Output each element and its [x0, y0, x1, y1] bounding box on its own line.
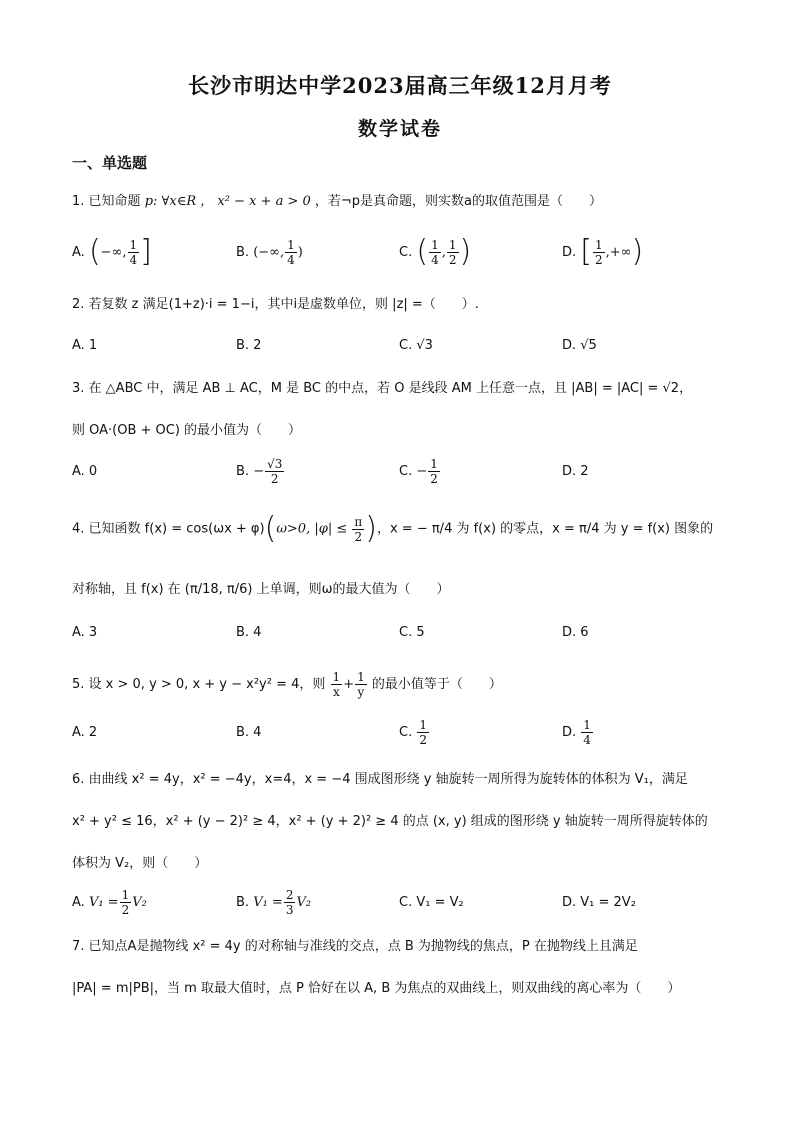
question-3-line-1: 3. 在 △ABC 中，满足 AB ⊥ AC，M 是 BC 的中点，若 O 是线段 AM 上任意一点，且 |AB| = |AC| = √2， [72, 381, 693, 396]
question-3-options [72, 451, 752, 491]
question-2-stem: 2. 若复数 z 满足(1+z)·i = 1−i，其中i是虚数单位，则 |z| =（ ）. [72, 297, 479, 312]
option-b: B. 4 [236, 724, 262, 740]
option-a: A. ( −∞, $\frac{1}{4}$ ] [72, 234, 152, 269]
question-4-line-1: 4. 已知函数 f(x) = cos(ωx + φ)(ω>0, |φ| ≤ $\frac{\pi}{2}$ )，x = − π/4 为 f(x) 的零点，x = π/4 为 y = f(x) 图象的 [72, 511, 714, 546]
question-6-line-2: x² + y² ≤ 16，x² + (y − 2)² ≥ 4，x² + (y + 2)² ≥ 4 的点 (x, y) 组成的图形绕 y 轴旋转一周所得旋转体的 [72, 814, 708, 829]
option-c: C. $\frac{1}{2}$ [399, 717, 427, 747]
option-a: A. 3 [72, 624, 98, 640]
option-a: A. 0 [72, 463, 98, 479]
option-c: C. √3 [399, 337, 433, 353]
option-a: A. 1 [72, 337, 98, 353]
option-c: C. − $\frac{1}{2}$ [399, 456, 438, 486]
option-c: C. ( $\frac{1}{4}$ , $\frac{1}{2}$ ) [399, 234, 472, 269]
option-d: D. [ $\frac{1}{2}$ ,+∞ ) [562, 234, 644, 269]
option-b: B. (−∞, $\frac{1}{4}$ ) [236, 237, 303, 267]
question-1-stem: 1. 已知命题 p: ∀x∈R ， x² − x + a > 0 ，若¬p是真命题，则实数a的取值范围是（ ） [72, 194, 603, 209]
question-6-line-1: 6. 由曲线 x² = 4y，x² = −4y，x=4，x = −4 围成图形绕 y 轴旋转一周所得为旋转体的体积为 V₁，满足 [72, 772, 688, 787]
option-c: C. V₁ = V₂ [399, 894, 464, 910]
question-5-stem: 5. 设 x > 0, y > 0, x + y − x²y² = 4，则 $\frac{1}{x}$ + $\frac{1}{y}$ 的最小值等于（ ） [72, 670, 502, 699]
question-7-line-2: |PA| = m|PB|，当 m 取最大值时，点 P 恰好在以 A, B 为焦点的双曲线上，则双曲线的离心率为（ ） [72, 981, 681, 996]
option-b: B. V₁ = $\frac{2}{3}$ V₂ [236, 887, 312, 917]
option-c: C. 5 [399, 624, 425, 640]
question-4-options [72, 612, 752, 652]
option-b: B. − $\frac{√3}{2}$ [236, 456, 283, 486]
question-6-line-3: 体积为 V₂，则（ ） [72, 856, 208, 871]
option-d: D. $\frac{1}{4}$ [562, 717, 591, 747]
question-1-options [72, 232, 752, 272]
page-subtitle: 数学试卷 [357, 118, 442, 140]
page-title: 长沙市明达中学2023届高三年级12月月考 [188, 73, 612, 98]
question-5-options [72, 712, 752, 752]
option-d: D. 6 [562, 624, 589, 640]
question-3-line-2: 则 OA·(OB + OC) 的最小值为（ ） [72, 423, 302, 438]
option-b: B. 4 [236, 624, 262, 640]
question-6-options [72, 882, 752, 922]
option-d: D. √5 [562, 337, 597, 353]
section-heading: 一、单选题 [72, 154, 148, 172]
question-7-line-1: 7. 已知点A是抛物线 x² = 4y 的对称轴与准线的交点，点 B 为抛物线的焦点，P 在抛物线上且满足 [72, 939, 638, 954]
option-a: A. 2 [72, 724, 98, 740]
option-b: B. 2 [236, 337, 262, 353]
option-d: D. 2 [562, 463, 589, 479]
option-d: D. V₁ = 2V₂ [562, 894, 636, 910]
option-a: A. V₁ = $\frac{1}{2}$ V₂ [72, 887, 147, 917]
question-4-line-2: 对称轴，且 f(x) 在 (π/18, π/6) 上单调，则ω的最大值为（ ） [72, 582, 450, 597]
question-2-options [72, 325, 752, 365]
